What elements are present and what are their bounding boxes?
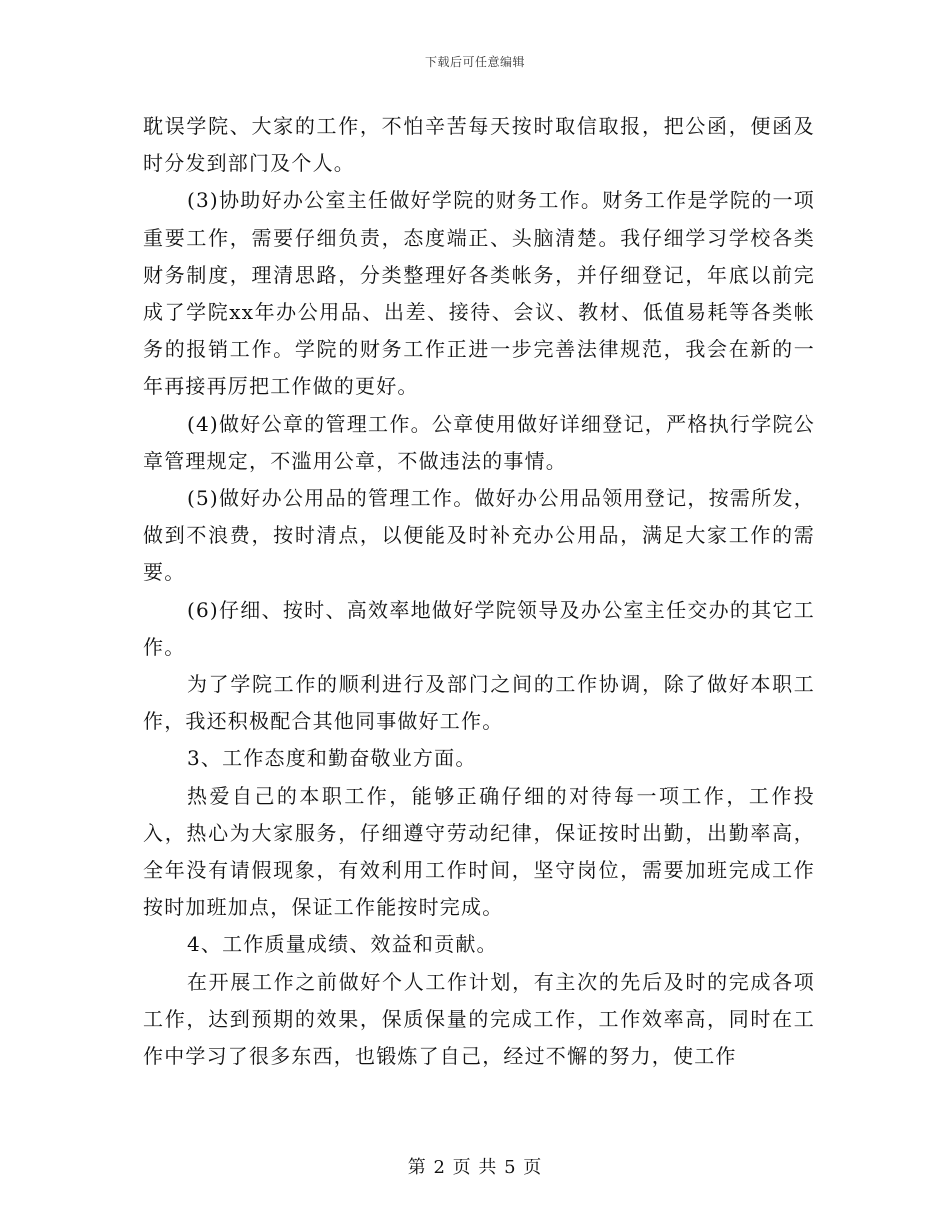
paragraph-8: 在开展工作之前做好个人工作计划，有主次的先后及时的完成各项工作，达到预期的效果，保质保量的完成工作，工作效率高，同时在工作中学习了很多东西，也锻炼了自己，经过不懈的努力，使工作 [143,969,815,1069]
paragraph-4: (5)做好办公用品的管理工作。做好办公用品领用登记，按需所发，做到不浪费，按时清点，以便能及时补充办公用品，满足大家工作的需要。 [143,486,815,585]
paragraph-1: 耽误学院、大家的工作，不怕辛苦每天按时取信取报，把公函，便函及时分发到部门及个人。 [143,114,815,176]
paragraph-5: (6)仔细、按时、高效率地做好学院领导及办公室主任交办的其它工作。 [143,597,815,659]
paragraph-7: 热爱自己的本职工作，能够正确仔细的对待每一项工作，工作投入，热心为大家服务，仔细遵守劳动纪律，保证按时出勤，出勤率高，全年没有请假现象，有效利用工作时间，坚守岗位，需要加班完成工作按时加班加点，保证工作能按时完成。 [143,783,815,920]
paragraph-6: 为了学院工作的顺利进行及部门之间的工作协调，除了做好本职工作，我还积极配合其他同事做好工作。 [143,672,815,734]
paragraph-3: (4)做好公章的管理工作。公章使用做好详细登记，严格执行学院公章管理规定，不滥用公章，不做违法的事情。 [143,411,815,473]
page-footer: 第 2 页 共 5 页 [407,1157,543,1178]
page-header: 下载后可任意编辑 [424,55,525,69]
document-body [143,108,815,1075]
paragraph-2: (3)协助好办公室主任做好学院的财务工作。财务工作是学院的一项重要工作，需要仔细负责，态度端正、头脑清楚。我仔细学习学校各类财务制度，理清思路，分类整理好各类帐务，并仔细登记，年底以前完成了学院xx年办公用品、出差、接待、会议、教材、低值易耗等各类帐务的报销工作。学院的财务工作正进一步完善法律规范，我会在新的一年再接再厉把工作做的更好。 [143,188,815,399]
section-heading-3: 3、工作态度和勤奋敬业方面。 [187,746,477,771]
section-heading-4: 4、工作质量成绩、效益和贡献。 [187,932,498,957]
